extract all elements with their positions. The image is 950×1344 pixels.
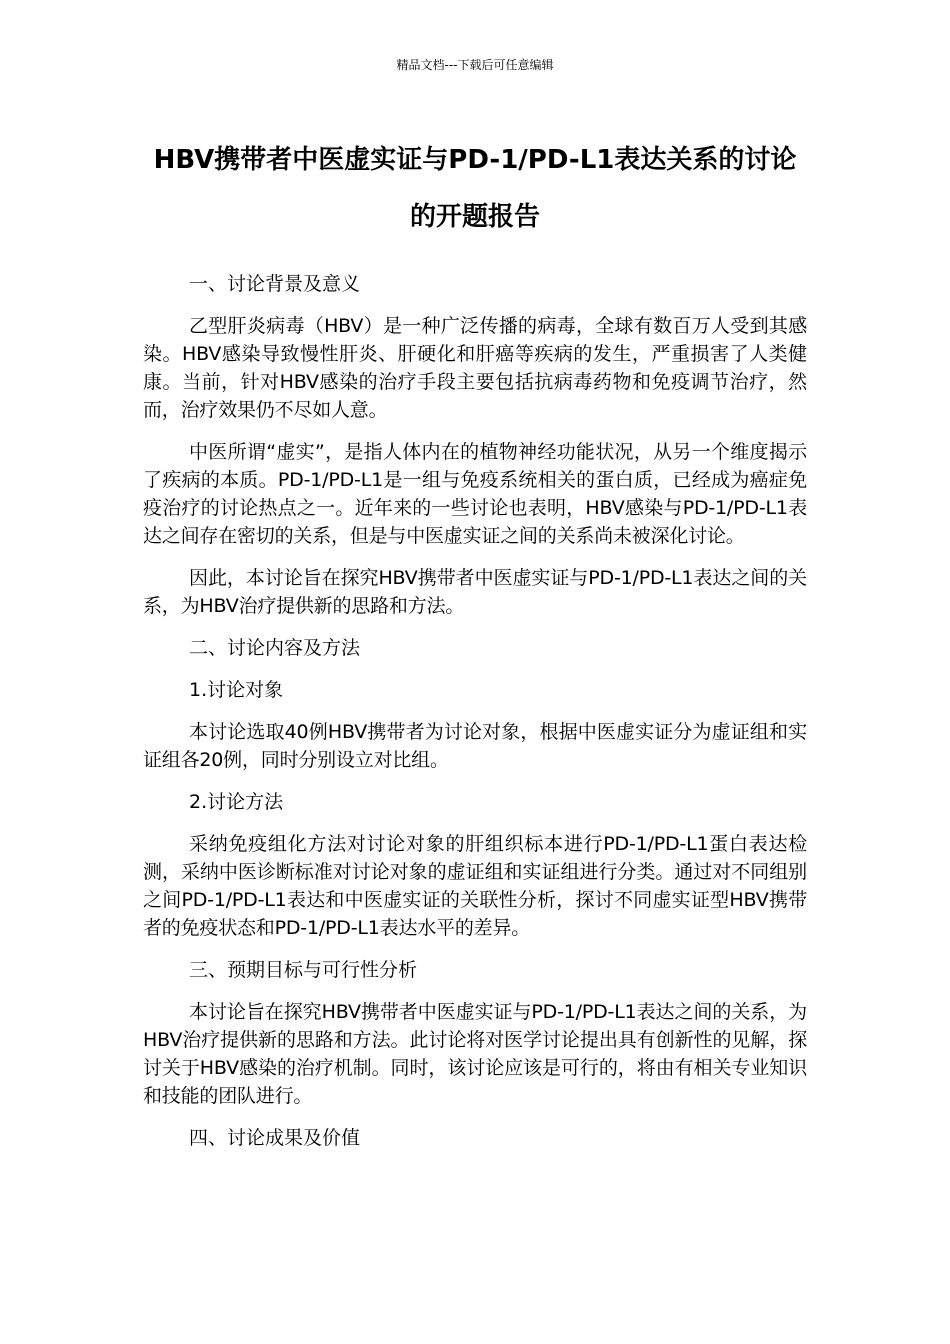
paragraph-subjects: 本讨论选取40例HBV携带者为讨论对象，根据中医虚实证分为虚证组和实证组各20例，同时分别设立对比组。 — [143, 721, 807, 771]
paragraph-hbv-intro: 乙型肝炎病毒（HBV）是一种广泛传播的病毒，全球有数百万人受到其感染。HBV感染导致慢性肝炎、肝硬化和肝癌等疾病的发生，严重损害了人类健康。当前，针对HBV感染的治疗手段主要包括抗病毒药物和免疫调节治疗，然而，治疗效果仍不尽如人意。 — [143, 315, 807, 421]
section-heading-background: 一、讨论背景及意义 — [189, 273, 361, 295]
section-heading-content-methods: 二、讨论内容及方法 — [189, 637, 361, 659]
paragraph-aim: 因此，本讨论旨在探究HBV携带者中医虚实证与PD-1/PD-L1表达之间的关系，为HBV治疗提供新的思路和方法。 — [143, 567, 807, 617]
document-title: HBV携带者中医虚实证与PD-1/PD-L1表达关系的讨论的开题报告 — [153, 145, 797, 232]
document-body — [143, 270, 807, 1166]
paragraph-methods: 采纳免疫组化方法对讨论对象的肝组织标本进行PD-1/PD-L1蛋白表达检测，采纳中医诊断标准对讨论对象的虚证组和实证组进行分类。通过对不同组别之间PD-1/PD-L1表达和中医虚实证的关联性分析，探讨不同虚实证型HBV携带者的免疫状态和PD-1/PD-L1表达水平的差异。 — [143, 833, 807, 939]
subheading-subjects: 1.讨论对象 — [189, 679, 284, 701]
section-heading-results-value: 四、讨论成果及价值 — [189, 1127, 361, 1149]
header-note: 精品文档---下载后可任意编辑 — [396, 58, 554, 72]
paragraph-goals: 本讨论旨在探究HBV携带者中医虚实证与PD-1/PD-L1表达之间的关系，为HBV治疗提供新的思路和方法。此讨论将对医学讨论提出具有创新性的见解，探讨关于HBV感染的治疗机制。同时，该讨论应该是可行的，将由有相关专业知识和技能的团队进行。 — [143, 1001, 807, 1107]
subheading-methods: 2.讨论方法 — [189, 791, 284, 813]
paragraph-xushi-pd1: 中医所谓“虚实”，是指人体内在的植物神经功能状况，从另一个维度揭示了疾病的本质。PD-1/PD-L1是一组与免疫系统相关的蛋白质，已经成为癌症免疫治疗的讨论热点之一。近年来的一些讨论也表明，HBV感染与PD-1/PD-L1表达之间存在密切的关系，但是与中医虚实证之间的关系尚未被深化讨论。 — [143, 441, 807, 547]
section-heading-goals-feasibility: 三、预期目标与可行性分析 — [189, 959, 418, 981]
